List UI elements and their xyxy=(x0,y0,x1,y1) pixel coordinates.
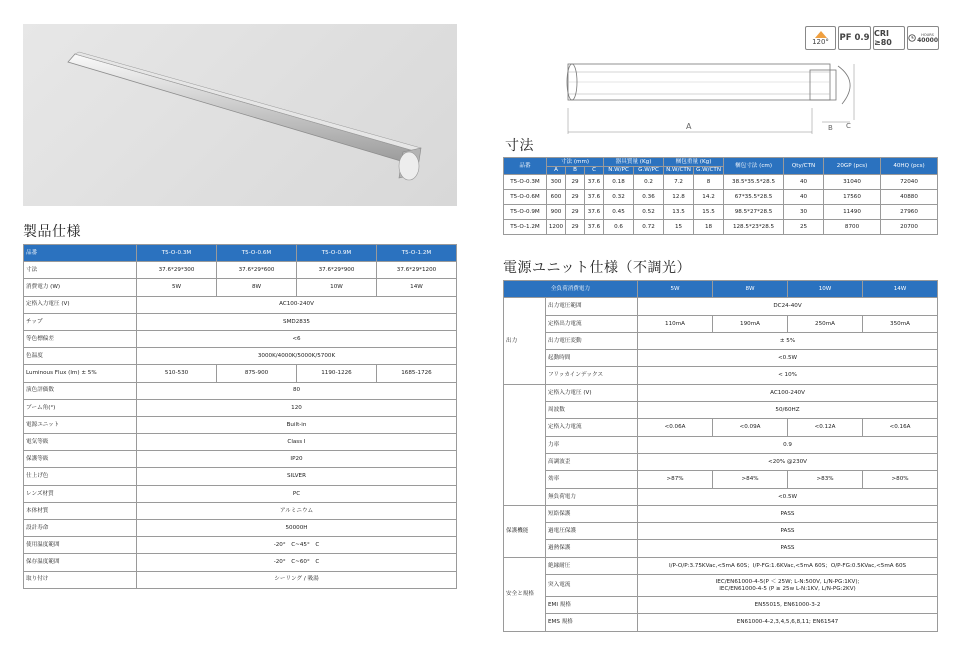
table-row xyxy=(24,313,457,330)
table-cell: 37.6*29*600 xyxy=(217,262,297,279)
table-cell: < 10% xyxy=(638,367,938,384)
table-cell: <0.16A xyxy=(863,419,938,436)
row-label: EMI 規格 xyxy=(546,597,638,614)
dim-a-label: A xyxy=(686,122,692,131)
row-label: 定格入力電圧 (V) xyxy=(24,296,137,313)
power-unit-title: 電源ユニット仕様（不調光） xyxy=(503,260,691,276)
table-row xyxy=(24,330,457,347)
header-cell: 全負荷消費電力 xyxy=(504,281,638,298)
header-cell: 14W xyxy=(863,281,938,298)
table-row xyxy=(504,614,938,631)
row-label: EMS 規格 xyxy=(546,614,638,631)
table-row xyxy=(24,296,457,313)
header-cell: A xyxy=(547,167,566,175)
row-label: 出力電圧範囲 xyxy=(546,298,638,315)
table-cell: <0.06A xyxy=(638,419,713,436)
table-row xyxy=(504,175,938,190)
dimension-diagram xyxy=(560,58,860,136)
table-row xyxy=(504,540,938,557)
power-unit-table xyxy=(503,280,938,632)
table-cell: 12.8 xyxy=(664,190,694,205)
table-cell: 20700 xyxy=(881,220,938,235)
row-label: 保存温度範囲 xyxy=(24,554,137,571)
row-label: 等色標偏差 xyxy=(24,330,137,347)
table-row xyxy=(24,416,457,433)
table-cell: 37.6 xyxy=(585,205,604,220)
row-label: 演色評価数 xyxy=(24,382,137,399)
header-cell: G.W/PC xyxy=(634,167,664,175)
table-cell: 14W xyxy=(377,279,457,296)
table-row xyxy=(24,502,457,519)
table-cell: 67*35.5*28.5 xyxy=(724,190,784,205)
table-cell: 37.6 xyxy=(585,190,604,205)
cri-badge: CRI ≥80 xyxy=(873,26,905,50)
row-label: 消費電力 (W) xyxy=(24,279,137,296)
table-cell: AC100-240V xyxy=(638,384,938,401)
table-cell: 0.6 xyxy=(604,220,634,235)
table-row xyxy=(24,365,457,382)
table-cell: EN55015, EN61000-3-2 xyxy=(638,597,938,614)
header-cell: T5-O-0.6M xyxy=(217,245,297,262)
inrush-line-2: IEC/EN61000-4-5 (P ≥ 25w L-N:1KV, L/N-PG:2KV) xyxy=(719,585,856,592)
table-cell: 37.6*29*1200 xyxy=(377,262,457,279)
table-cell: <0.09A xyxy=(713,419,788,436)
table-cell: 350mA xyxy=(863,315,938,332)
row-label: 過熱保護 xyxy=(546,540,638,557)
row-label: 定格出力電流 xyxy=(546,315,638,332)
table-cell: 1190-1226 xyxy=(297,365,377,382)
table-row xyxy=(504,190,938,205)
header-cell: N.W/PC xyxy=(604,167,634,175)
table-cell: 15.5 xyxy=(694,205,724,220)
header-cell: 寸法 (mm) xyxy=(547,158,604,167)
header-cell: N.W/CTN xyxy=(664,167,694,175)
table-row xyxy=(24,571,457,588)
row-label: 寸法 xyxy=(24,262,137,279)
table-cell: 8W xyxy=(217,279,297,296)
table-row xyxy=(24,451,457,468)
table-cell: SILVER xyxy=(137,468,457,485)
table-cell: 11490 xyxy=(824,205,881,220)
table-row xyxy=(504,557,938,574)
group-label: 保護機能 xyxy=(504,505,546,557)
table-cell: 10W xyxy=(297,279,377,296)
table-cell: 110mA xyxy=(638,315,713,332)
table-cell: 37.6*29*900 xyxy=(297,262,377,279)
table-cell: -20° C~60° C xyxy=(137,554,457,571)
table-row xyxy=(504,220,938,235)
table-cell: 40 xyxy=(784,190,824,205)
table-cell: EN61000-4-2,3,4,5,6,8,11; EN61547 xyxy=(638,614,938,631)
table-cell: 0.45 xyxy=(604,205,634,220)
row-label: 起動時間 xyxy=(546,350,638,367)
table-cell: 900 xyxy=(547,205,566,220)
table-cell: <20% @230V xyxy=(638,453,938,470)
lifetime-badge: HOURS 40000 xyxy=(907,26,939,50)
table-cell: 7.2 xyxy=(664,175,694,190)
table-cell: T5-O-0.9M xyxy=(504,205,547,220)
table-cell: 29 xyxy=(566,205,585,220)
row-label: 過電圧保護 xyxy=(546,523,638,540)
table-row xyxy=(504,315,938,332)
table-cell xyxy=(638,575,938,597)
table-row xyxy=(504,523,938,540)
table-cell: 250mA xyxy=(788,315,863,332)
row-label: 設計寿命 xyxy=(24,520,137,537)
table-cell: 0.52 xyxy=(634,205,664,220)
table-cell: I/P-O/P:3.75KVac,<5mA 60S；I/P-FG:1.6KVac,<5mA 60S；O/P-FG:0.5KVac,<5mA 60S xyxy=(638,557,938,574)
table-cell: 0.18 xyxy=(604,175,634,190)
table-cell: 29 xyxy=(566,190,585,205)
table-row xyxy=(504,298,938,315)
table-cell: 5W xyxy=(137,279,217,296)
row-label: 仕上げ色 xyxy=(24,468,137,485)
table-cell: <0.12A xyxy=(788,419,863,436)
table-cell: 3000K/4000K/5000K/5700K xyxy=(137,348,457,365)
header-cell: G.W/CTN xyxy=(694,167,724,175)
header-cell: B xyxy=(566,167,585,175)
table-cell: 31040 xyxy=(824,175,881,190)
header-cell: 梱包寸法 (cm) xyxy=(724,158,784,175)
header-cell: T5-O-0.3M xyxy=(137,245,217,262)
row-label: 短絡保護 xyxy=(546,505,638,522)
table-row xyxy=(504,453,938,470)
table-cell: 8 xyxy=(694,175,724,190)
row-label: 無負荷電力 xyxy=(546,488,638,505)
row-label: 力率 xyxy=(546,436,638,453)
row-label: 絶縁耐圧 xyxy=(546,557,638,574)
group-label-empty xyxy=(504,384,546,505)
table-cell: <0.5W xyxy=(638,488,938,505)
row-label: Luminous Flux (lm) ± 5% xyxy=(24,365,137,382)
header-cell: 梱包重量 (Kg) xyxy=(664,158,724,167)
table-row xyxy=(24,262,457,279)
table-row xyxy=(504,597,938,614)
header-cell: T5-O-1.2M xyxy=(377,245,457,262)
row-label: 効率 xyxy=(546,471,638,488)
row-label: 本体材質 xyxy=(24,502,137,519)
table-row xyxy=(24,279,457,296)
row-label: ブーム角(°) xyxy=(24,399,137,416)
table-cell: T5-O-0.3M xyxy=(504,175,547,190)
group-label: 出力 xyxy=(504,298,546,384)
table-header-row xyxy=(24,245,457,262)
table-cell: T5-O-0.6M xyxy=(504,190,547,205)
dim-b-label: B xyxy=(828,124,833,132)
table-cell: 600 xyxy=(547,190,566,205)
header-cell: 40HQ (pcs) xyxy=(881,158,938,175)
table-cell: 875-900 xyxy=(217,365,297,382)
header-cell: Qty/CTN xyxy=(784,158,824,175)
header-cell: 品番 xyxy=(24,245,137,262)
product-photo xyxy=(23,24,457,206)
table-cell: >80% xyxy=(863,471,938,488)
table-cell: PASS xyxy=(638,505,938,522)
table-cell: 128.5*23*28.5 xyxy=(724,220,784,235)
table-row xyxy=(24,520,457,537)
header-cell: C xyxy=(585,167,604,175)
product-spec-table xyxy=(23,244,457,589)
table-cell: PASS xyxy=(638,523,938,540)
table-cell: 38.5*35.5*28.5 xyxy=(724,175,784,190)
row-label: 定格入力電圧 (V) xyxy=(546,384,638,401)
table-cell: Built-in xyxy=(137,416,457,433)
table-header-row xyxy=(504,281,938,298)
table-cell: 37.6 xyxy=(585,220,604,235)
table-cell: T5-O-1.2M xyxy=(504,220,547,235)
table-cell: 40 xyxy=(784,175,824,190)
table-cell: IP20 xyxy=(137,451,457,468)
table-cell: 510-530 xyxy=(137,365,217,382)
row-label: フリッカインデックス xyxy=(546,367,638,384)
table-cell: 18 xyxy=(694,220,724,235)
group-label: 安全と規格 xyxy=(504,557,546,631)
table-cell: アルミニウム xyxy=(137,502,457,519)
table-row xyxy=(504,505,938,522)
table-cell: 300 xyxy=(547,175,566,190)
table-cell: 50/60HZ xyxy=(638,402,938,419)
table-header-row xyxy=(504,158,938,167)
row-label: 周波数 xyxy=(546,402,638,419)
inrush-line-1: IEC/EN61000-4-5(P ＜ 25W; L-N:500V, L/N-PG:1KV); xyxy=(715,579,860,586)
row-label: 使用温度範囲 xyxy=(24,537,137,554)
header-cell: 20GP (pcs) xyxy=(824,158,881,175)
row-label: 取り付け xyxy=(24,571,137,588)
dim-c-label: C xyxy=(846,122,851,130)
table-cell: <0.5W xyxy=(638,350,938,367)
table-cell: 8700 xyxy=(824,220,881,235)
table-row xyxy=(504,436,938,453)
table-cell: 37.6 xyxy=(585,175,604,190)
header-cell: T5-O-0.9M xyxy=(297,245,377,262)
row-label: 色温度 xyxy=(24,348,137,365)
table-cell: 29 xyxy=(566,220,585,235)
table-row xyxy=(24,434,457,451)
table-cell: 17560 xyxy=(824,190,881,205)
table-cell: 120 xyxy=(137,399,457,416)
table-cell: 25 xyxy=(784,220,824,235)
row-label: 保護等級 xyxy=(24,451,137,468)
table-cell: DC24-40V xyxy=(638,298,938,315)
table-cell: 37.6*29*300 xyxy=(137,262,217,279)
table-cell: 0.2 xyxy=(634,175,664,190)
table-cell: ± 5% xyxy=(638,332,938,349)
table-cell: 29 xyxy=(566,175,585,190)
table-row xyxy=(24,382,457,399)
header-cell: 10W xyxy=(788,281,863,298)
table-row xyxy=(504,205,938,220)
header-cell: 器具質量 (Kg) xyxy=(604,158,664,167)
table-cell: 14.2 xyxy=(694,190,724,205)
row-label: 電気等級 xyxy=(24,434,137,451)
table-cell: 0.72 xyxy=(634,220,664,235)
table-cell: >84% xyxy=(713,471,788,488)
table-cell: AC100-240V xyxy=(137,296,457,313)
table-row xyxy=(24,468,457,485)
table-cell: >83% xyxy=(788,471,863,488)
table-row xyxy=(504,384,938,401)
table-row xyxy=(504,419,938,436)
table-cell: PC xyxy=(137,485,457,502)
table-cell: 30 xyxy=(784,205,824,220)
table-cell: 0.36 xyxy=(634,190,664,205)
table-cell: PASS xyxy=(638,540,938,557)
row-label: 定格入力電流 xyxy=(546,419,638,436)
table-cell: 50000H xyxy=(137,520,457,537)
row-label: チップ xyxy=(24,313,137,330)
table-cell: 13.5 xyxy=(664,205,694,220)
table-row xyxy=(504,471,938,488)
table-row xyxy=(504,332,938,349)
dimensions-title: 寸法 xyxy=(505,138,534,154)
beam-angle-badge: 120° xyxy=(805,26,836,50)
table-cell: 190mA xyxy=(713,315,788,332)
table-cell: 15 xyxy=(664,220,694,235)
table-row xyxy=(24,485,457,502)
table-row xyxy=(504,575,938,597)
table-row xyxy=(24,399,457,416)
header-cell: 品番 xyxy=(504,158,547,175)
table-cell: シーリング / 吸湯 xyxy=(137,571,457,588)
pf-badge: PF 0.9 xyxy=(838,26,871,50)
table-cell: 27960 xyxy=(881,205,938,220)
table-row xyxy=(504,350,938,367)
dimensions-table xyxy=(503,157,938,235)
table-row xyxy=(504,488,938,505)
feature-badges xyxy=(805,26,939,50)
table-row xyxy=(24,537,457,554)
beam-angle-icon xyxy=(813,30,829,38)
table-row xyxy=(504,402,938,419)
table-cell: 1685-1726 xyxy=(377,365,457,382)
table-cell: 1200 xyxy=(547,220,566,235)
table-cell: 98.5*27*28.5 xyxy=(724,205,784,220)
header-cell: 8W xyxy=(713,281,788,298)
table-row xyxy=(24,554,457,571)
clock-icon xyxy=(908,33,916,43)
row-label: 電源ユニット xyxy=(24,416,137,433)
row-label: レンズ材質 xyxy=(24,485,137,502)
table-cell: 80 xyxy=(137,382,457,399)
table-cell: 0.32 xyxy=(604,190,634,205)
table-cell: <6 xyxy=(137,330,457,347)
table-cell: >87% xyxy=(638,471,713,488)
row-label: 出力電圧変動 xyxy=(546,332,638,349)
table-cell: -20° C~45° C xyxy=(137,537,457,554)
table-cell: SMD2835 xyxy=(137,313,457,330)
table-row xyxy=(24,348,457,365)
table-cell: 40880 xyxy=(881,190,938,205)
table-cell: 72040 xyxy=(881,175,938,190)
table-row xyxy=(504,367,938,384)
header-cell: 5W xyxy=(638,281,713,298)
table-cell: 0.9 xyxy=(638,436,938,453)
table-cell: Class I xyxy=(137,434,457,451)
product-spec-title: 製品仕様 xyxy=(23,224,81,240)
row-label: 高調波歪 xyxy=(546,453,638,470)
row-label: 突入電流 xyxy=(546,575,638,597)
